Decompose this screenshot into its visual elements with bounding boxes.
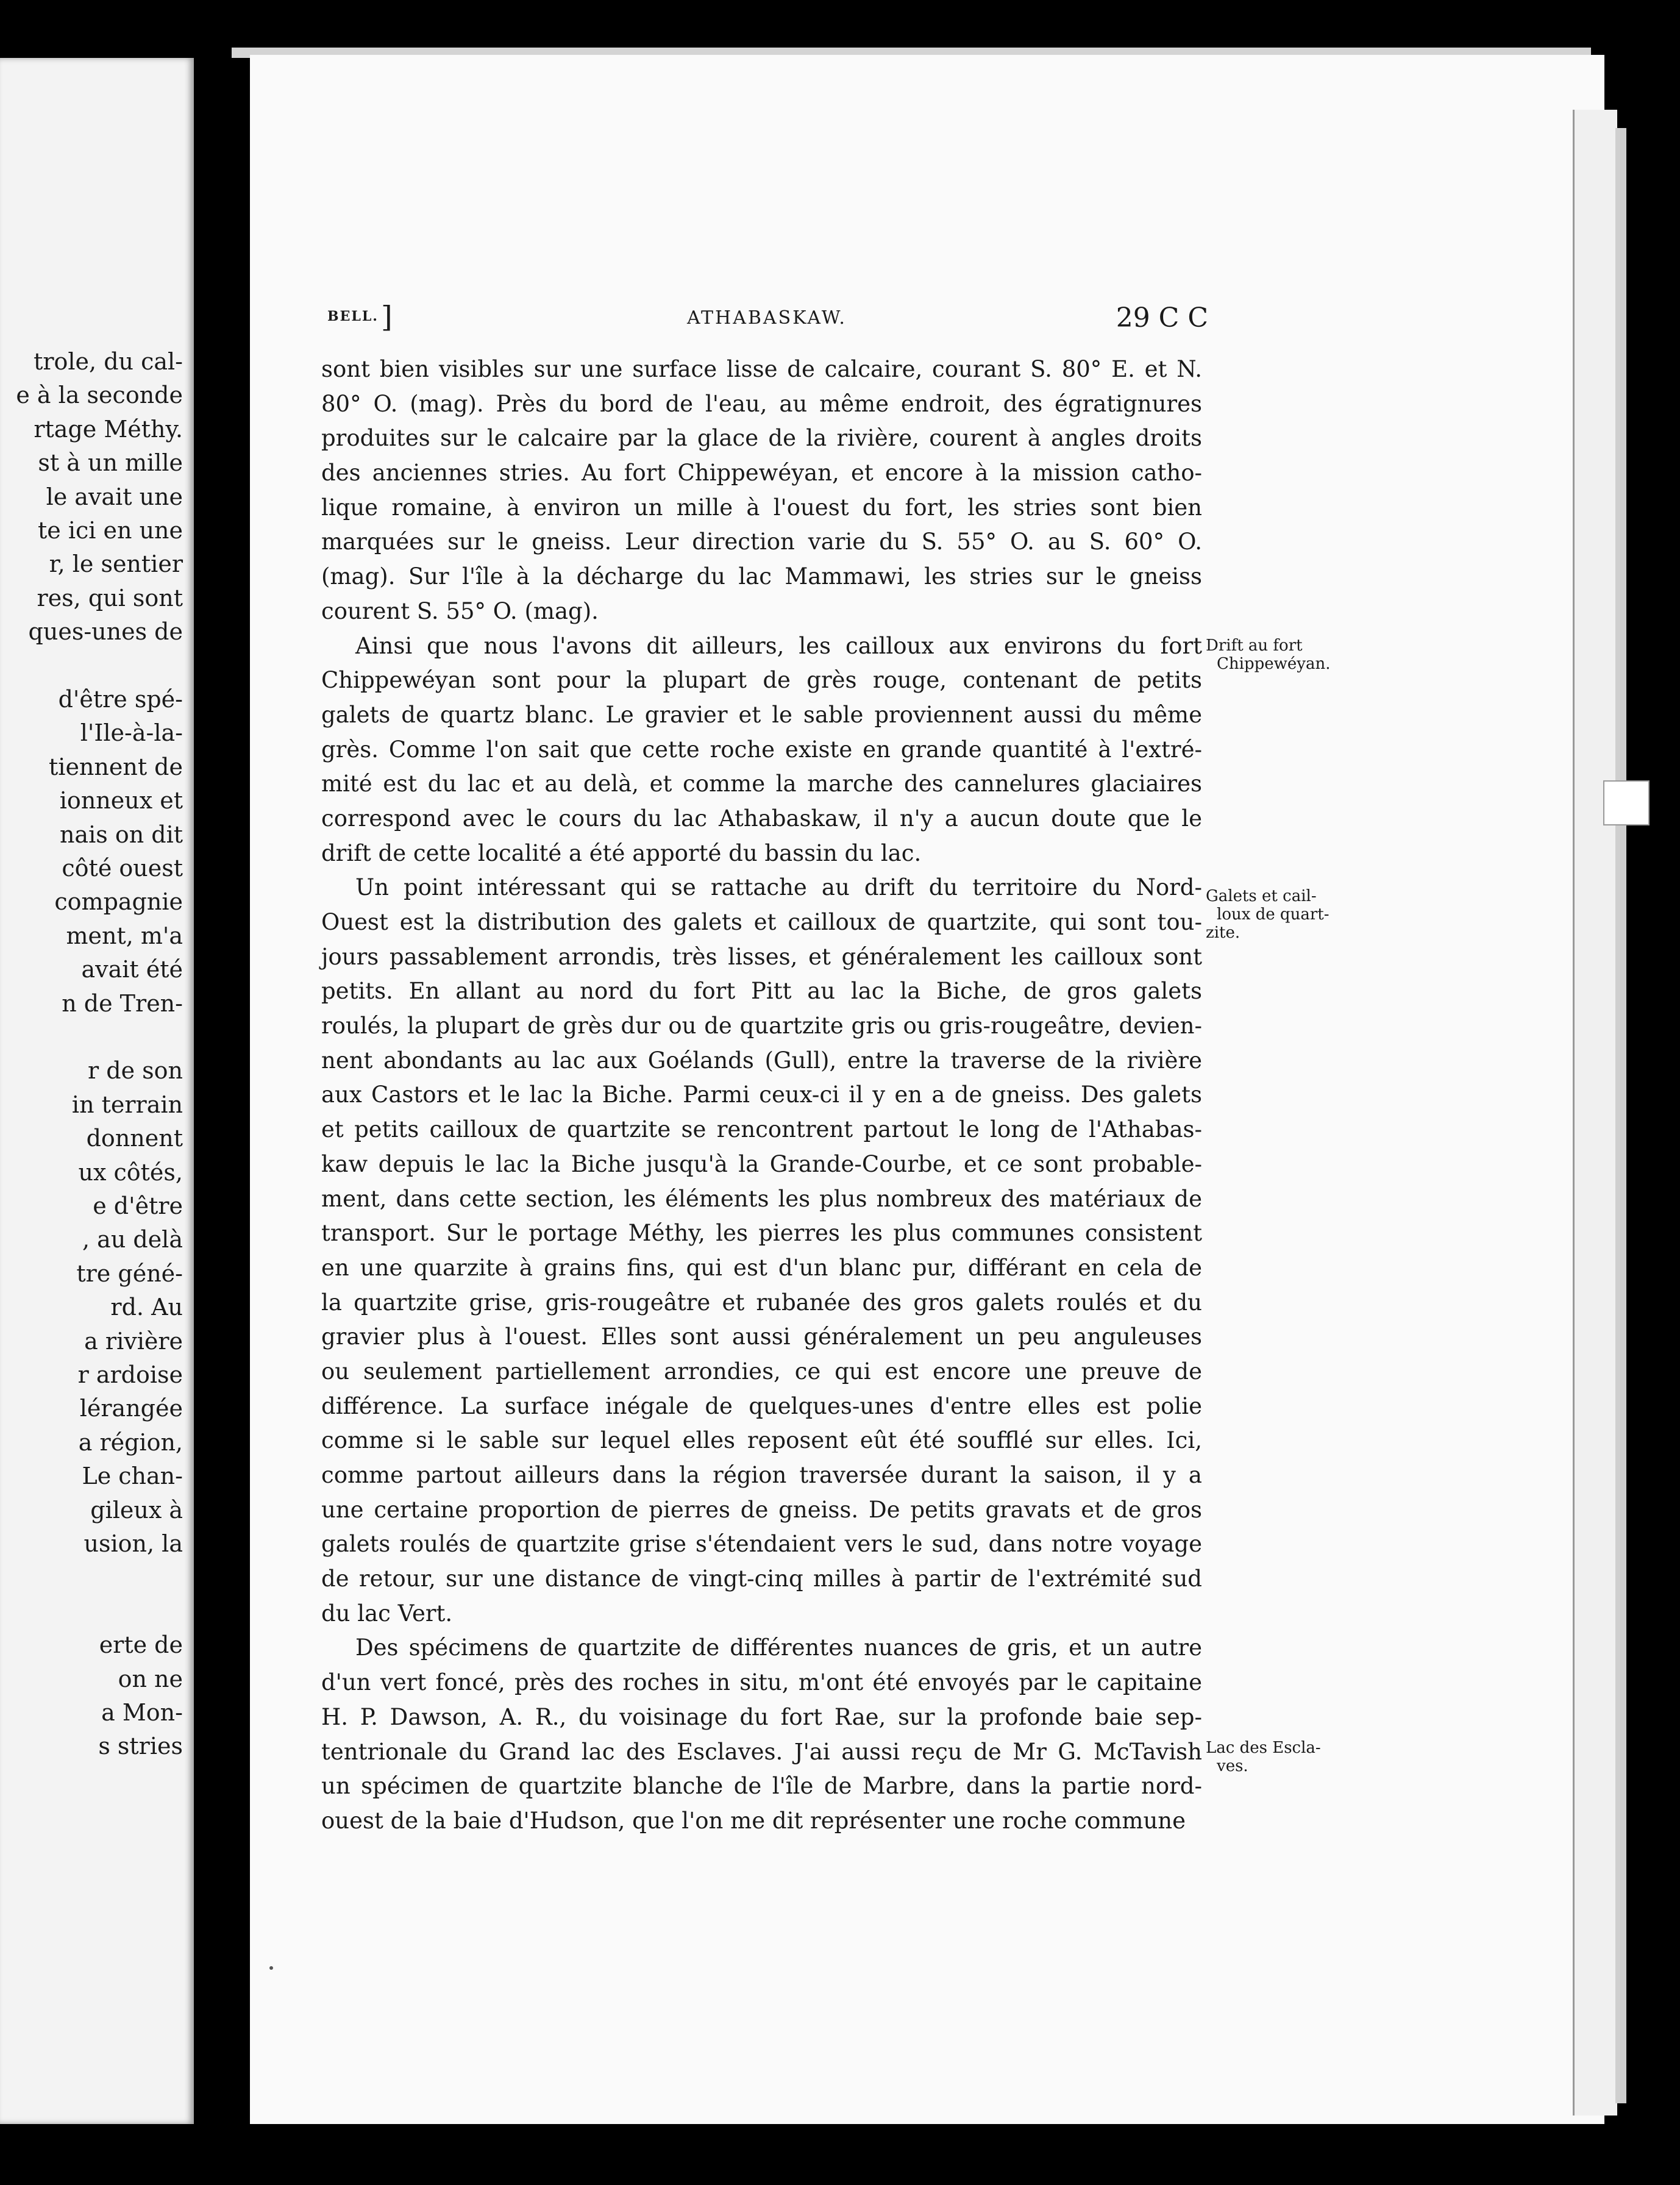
body-line: comme partout ailleurs dans la région traversée durant la saison, il y a bbox=[321, 1462, 1202, 1488]
left-page-line: usion, la bbox=[84, 1530, 183, 1557]
body-line: de retour, sur une distance de vingt-cinq milles à partir de l'extrémité sud bbox=[321, 1566, 1202, 1592]
left-page-line: te ici en une bbox=[38, 517, 183, 544]
body-line: lique romaine, à environ un mille à l'ouest du fort, les stries sont bien bbox=[321, 494, 1202, 521]
left-page-line: rd. Au bbox=[110, 1294, 183, 1321]
body-line: petits. En allant au nord du fort Pitt au lac la Biche, de gros galets bbox=[321, 978, 1202, 1005]
left-page-line: nais on dit bbox=[59, 821, 183, 848]
left-page-line: st à un mille bbox=[38, 449, 183, 477]
running-head-title: ATHABASKAW. bbox=[687, 307, 847, 329]
page-stack-edge-shadow bbox=[1615, 128, 1626, 2103]
body-line: tentrionale du Grand lac des Esclaves. J'ai aussi reçu de Mr G. McTavish bbox=[321, 1738, 1202, 1765]
body-line: drift de cette localité a été apporté du bassin du lac. bbox=[321, 839, 922, 866]
left-page-line: in terrain bbox=[71, 1091, 183, 1118]
body-line: grès. Comme l'on sait que cette roche existe en grande quantité à l'extré- bbox=[321, 736, 1202, 763]
body-line: du lac Vert. bbox=[321, 1600, 453, 1627]
margin-note-line: zite. bbox=[1206, 924, 1240, 942]
page-number: 29 C C bbox=[1116, 302, 1208, 333]
body-line: H. P. Dawson, A. R., du voisinage du fort Rae, sur la profonde baie sep- bbox=[321, 1703, 1202, 1730]
body-line: galets de quartz blanc. Le gravier et le sable proviennent aussi du même bbox=[321, 701, 1202, 728]
left-page-line: ment, m'a bbox=[66, 922, 183, 949]
left-page-line: tiennent de bbox=[49, 753, 183, 780]
body-line: jours passablement arrondis, très lisses, et généralement les cailloux sont bbox=[321, 943, 1202, 970]
body-line: sont bien visibles sur une surface lisse de calcaire, courant S. 80° E. et N. bbox=[321, 356, 1202, 382]
left-page-line: donnent bbox=[86, 1125, 183, 1152]
body-line: (mag). Sur l'île à la décharge du lac Mammawi, les stries sur le gneiss bbox=[321, 563, 1202, 590]
body-line: la quartzite grise, gris-rougeâtre et rubanée des gros galets roulés et du bbox=[321, 1289, 1202, 1316]
body-line: nent abondants au lac aux Goélands (Gull), entre la traverse de la rivière bbox=[321, 1047, 1202, 1074]
margin-note-line: Galets et cail- bbox=[1206, 887, 1317, 905]
body-line: un spécimen de quartzite blanche de l'île de Marbre, dans la partie nord- bbox=[321, 1773, 1202, 1800]
body-line: Ouest est la distribution des galets et cailloux de quartzite, qui sont tou- bbox=[321, 909, 1202, 935]
left-page-line: d'être spé- bbox=[58, 686, 183, 713]
body-line: des anciennes stries. Au fort Chippewéyan, et encore à la mission catho- bbox=[321, 460, 1202, 487]
left-page-line: n de Tren- bbox=[62, 989, 183, 1017]
margin-note-lac bbox=[1206, 1739, 1346, 1775]
running-head-bracket: ] bbox=[381, 300, 393, 334]
body-line: courent S. 55° O. (mag). bbox=[321, 597, 599, 624]
body-line: transport. Sur le portage Méthy, les pierres les plus communes consistent bbox=[321, 1220, 1202, 1247]
left-page-line: erte de bbox=[99, 1631, 183, 1659]
body-line: kaw depuis le lac la Biche jusqu'à la Grande-Courbe, et ce sont probable- bbox=[321, 1150, 1202, 1177]
body-line: roulés, la plupart de grès dur ou de quartzite gris ou gris-rougeâtre, devien- bbox=[321, 1013, 1202, 1039]
body-line: ou seulement partiellement arrondies, ce qui est encore une preuve de bbox=[321, 1358, 1202, 1385]
left-page-line: res, qui sont bbox=[37, 584, 183, 611]
body-line: comme si le sable sur lequel elles reposent eût été soufflé sur elles. Ici, bbox=[321, 1427, 1202, 1454]
body-line: Chippewéyan sont pour la plupart de grès rouge, contenant de petits bbox=[321, 667, 1202, 694]
left-page-line: rtage Méthy. bbox=[34, 415, 183, 443]
left-page-line: r ardoise bbox=[77, 1361, 183, 1388]
body-line: Ainsi que nous l'avons dit ailleurs, les cailloux aux environs du fort bbox=[355, 632, 1202, 659]
body-line: ment, dans cette section, les éléments les plus nombreux des matériaux de bbox=[321, 1185, 1202, 1212]
left-page-line: on ne bbox=[118, 1665, 183, 1692]
margin-note-line: Lac des Escla- bbox=[1206, 1739, 1321, 1757]
body-text bbox=[321, 352, 1202, 1839]
left-page-line: a région, bbox=[78, 1428, 183, 1456]
left-page-line: ux côtés, bbox=[78, 1158, 183, 1186]
left-page-line: Le chan- bbox=[82, 1463, 183, 1490]
left-page-line: gileux à bbox=[90, 1496, 183, 1524]
body-line: correspond avec le cours du lac Athabaskaw, il n'y a aucun doute que le bbox=[321, 805, 1202, 832]
body-line: produites sur le calcaire par la glace de la rivière, courent à angles droits bbox=[321, 425, 1202, 452]
left-page-line: avait été bbox=[81, 956, 183, 983]
body-line: une certaine proportion de pierres de gneiss. De petits gravats et de gros bbox=[321, 1496, 1202, 1523]
left-page-line: e à la seconde bbox=[16, 382, 183, 409]
body-line: Des spécimens de quartzite de différentes nuances de gris, et un autre bbox=[355, 1634, 1202, 1661]
body-line: différence. La surface inégale de quelques-unes d'entre elles est polie bbox=[321, 1392, 1202, 1419]
body-line: gravier plus à l'ouest. Elles sont aussi généralement un peu anguleuses bbox=[321, 1324, 1202, 1350]
body-line: 80° O. (mag). Près du bord de l'eau, au même endroit, des égratignures bbox=[321, 390, 1202, 417]
left-page-line: s stries bbox=[98, 1733, 183, 1760]
margin-note-line: Chippewéyan. bbox=[1217, 655, 1331, 673]
body-line: et petits cailloux de quartzite se rencontrent partout le long de l'Athabas- bbox=[321, 1116, 1202, 1143]
margin-note-line: Drift au fort bbox=[1206, 636, 1303, 655]
left-page-line: trole, du cal- bbox=[34, 348, 183, 375]
left-page-line: tre géné- bbox=[76, 1260, 183, 1287]
left-page-line: ques-unes de bbox=[28, 618, 183, 646]
left-page-line: compagnie bbox=[54, 888, 183, 916]
paper-tab bbox=[1603, 780, 1650, 825]
left-page-line: r de son bbox=[88, 1057, 183, 1085]
left-page-line: a rivière bbox=[84, 1327, 183, 1355]
body-line: en une quarzite à grains fins, qui est d'un blanc pur, différant en cela de bbox=[321, 1254, 1202, 1281]
body-line: marquées sur le gneiss. Leur direction varie du S. 55° O. au S. 60° O. bbox=[321, 529, 1202, 555]
body-line: galets roulés de quartzite grise s'étendaient vers le sud, dans notre voyage bbox=[321, 1531, 1202, 1558]
left-page-line: e d'être bbox=[93, 1192, 183, 1219]
body-line: d'un vert foncé, près des roches in situ, m'ont été envoyés par le capitaine bbox=[321, 1669, 1202, 1696]
left-page-line: côté ouest bbox=[62, 855, 183, 882]
page-stack-edge bbox=[1573, 110, 1617, 2115]
left-page-line: r, le sentier bbox=[49, 551, 183, 578]
left-page-line: ionneux et bbox=[59, 787, 183, 814]
body-line: Un point intéressant qui se rattache au drift du territoire du Nord- bbox=[355, 874, 1202, 901]
body-line: mité est du lac et au delà, et comme la marche des cannelures glaciaires bbox=[321, 771, 1202, 797]
margin-note-line: loux de quart- bbox=[1217, 905, 1329, 924]
margin-note-drift bbox=[1206, 636, 1346, 673]
left-page-line: , au delà bbox=[82, 1226, 183, 1253]
body-line: aux Castors et le lac la Biche. Parmi ceux-ci il y en a de gneiss. Des galets bbox=[321, 1082, 1202, 1108]
ink-speck bbox=[269, 1966, 273, 1970]
book-gutter bbox=[194, 58, 250, 2124]
running-head-author: BELL. bbox=[327, 308, 379, 324]
left-page-line: a Mon- bbox=[101, 1699, 183, 1726]
running-head bbox=[327, 302, 1208, 333]
margin-note-line: ves. bbox=[1217, 1757, 1248, 1775]
left-page bbox=[0, 58, 194, 2124]
left-page-line: le avait une bbox=[46, 483, 183, 510]
body-line: ouest de la baie d'Hudson, que l'on me dit représenter une roche commune bbox=[321, 1807, 1186, 1834]
left-page-line: lérangée bbox=[79, 1395, 183, 1422]
margin-note-galets bbox=[1206, 887, 1346, 942]
left-page-line: l'Ile-à-la- bbox=[80, 719, 183, 747]
